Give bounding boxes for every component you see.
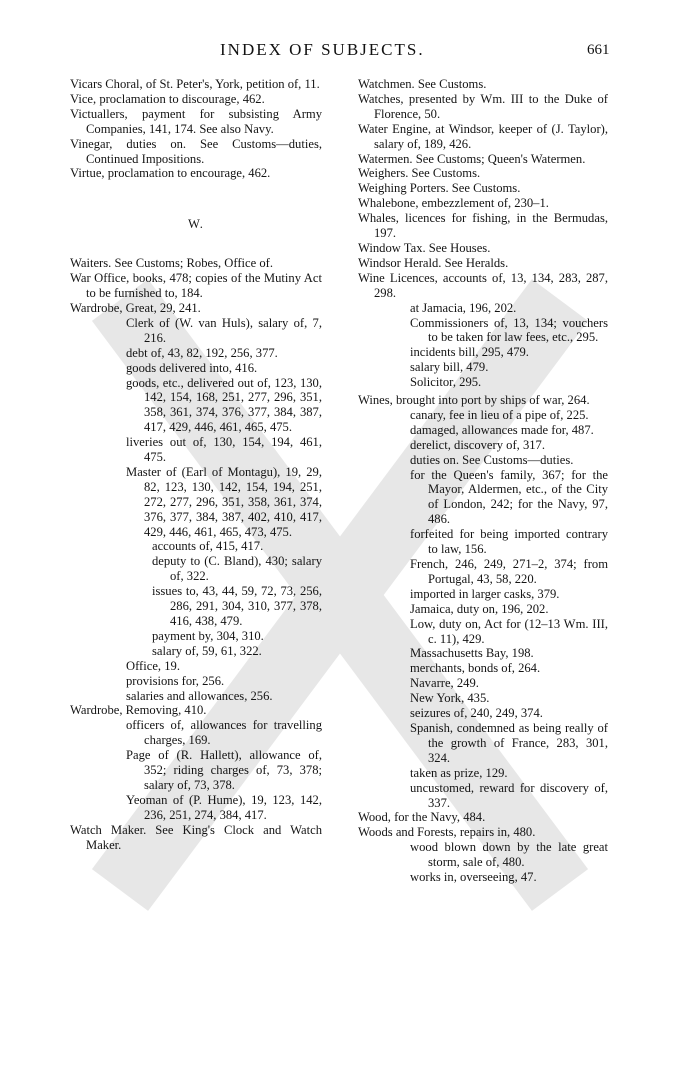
index-entry: Whalebone, embezzlement of, 230–1. <box>358 196 549 211</box>
index-subentry: debt of, 43, 82, 192, 256, 377. <box>126 345 278 360</box>
running-title: INDEX OF SUBJECTS. <box>220 40 425 59</box>
index-entry: Vice, proclamation to discourage, 462. <box>70 91 265 106</box>
index-subentry: wood blown down by the late great storm, sale of, 480. <box>410 840 608 870</box>
index-entry: Watches, presented by Wm. III to the Duke of Florence, 50. <box>358 91 608 121</box>
index-subentry: Jamaica, duty on, 196, 202. <box>410 601 549 616</box>
index-subentry: for the Queen's family, 367; for the Mayor, Aldermen, etc., of the City of London, 242; for the Navy, 97, 486. <box>410 467 608 527</box>
index-entry: Watermen. See Customs; Queen's Watermen. <box>358 151 586 166</box>
index-subentry: goods delivered into, 416. <box>126 360 258 375</box>
index-subentry: Spanish, condemned as being really of the growth of France, 283, 301, 324. <box>410 720 608 765</box>
index-subentry: at Jamacia, 196, 202. <box>410 300 517 315</box>
index-entry: Victuallers, payment for subsisting Army Companies, 141, 174. See also Navy. <box>70 106 322 136</box>
index-entry: Virtue, proclamation to encourage, 462. <box>70 166 271 181</box>
index-subentry: Master of (Earl of Montagu), 19, 29, 82, 123, 130, 142, 154, 194, 251, 272, 277, 296, 351, 358, 361, 374, 376, 377, 384, 387, 402, 410, 417, 429, 446, 461, 465, 473, 475. <box>126 464 322 539</box>
index-subentry: Yeoman of (P. Hume), 19, 123, 142, 236, 251, 274, 384, 417. <box>126 792 322 822</box>
index-subsubentry: salary of, 59, 61, 322. <box>152 643 262 658</box>
index-entry: Weighing Porters. See Customs. <box>358 181 521 196</box>
index-subentry: Clerk of (W. van Huls), salary of, 7, 216. <box>126 315 322 345</box>
index-entry: Wine Licences, accounts of, 13, 134, 283, 287, 298. <box>358 270 608 300</box>
index-entry: Windsor Herald. See Heralds. <box>358 255 509 270</box>
index-subentry: goods, etc., delivered out of, 123, 130, 142, 154, 168, 251, 277, 296, 351, 358, 361, 374, 376, 377, 384, 387, 417, 429, 446, 461, 465, 475. <box>126 375 322 435</box>
index-subentry: officers of, allowances for travelling charges, 169. <box>126 718 322 748</box>
index-subentry: Commissioners of, 13, 134; vouchers to be taken for law fees, etc., 295. <box>410 315 608 345</box>
index-entry: Vinegar, duties on. See Customs—duties, Continued Impositions. <box>70 136 322 166</box>
index-subentry: salaries and allowances, 256. <box>126 688 273 703</box>
index-subentry: incidents bill, 295, 479. <box>410 345 529 360</box>
index-subentry: forfeited for being imported contrary to law, 156. <box>410 527 608 557</box>
right-column <box>358 77 608 885</box>
index-subentry: Low, duty on, Act for (12–13 Wm. III, c. 11), 429. <box>410 616 608 646</box>
index-subentry: uncustomed, reward for discovery of, 337. <box>410 780 608 810</box>
index-subsubentry: deputy to (C. Bland), 430; salary of, 322. <box>152 554 322 584</box>
index-subentry: liveries out of, 130, 154, 194, 461, 475. <box>126 435 322 465</box>
index-entry: Watchmen. See Customs. <box>358 77 487 91</box>
index-subentry: duties on. See Customs—duties. <box>410 452 574 467</box>
section-letter-heading: W. <box>188 217 204 232</box>
index-entry: Wardrobe, Removing, 410. <box>70 703 207 718</box>
index-subentry: seizures of, 240, 249, 374. <box>410 706 543 721</box>
index-subentry: provisions for, 256. <box>126 673 225 688</box>
index-entry: Water Engine, at Windsor, keeper of (J. Taylor), salary of, 189, 426. <box>358 121 608 151</box>
index-subentry: salary bill, 479. <box>410 360 489 375</box>
left-column <box>70 77 322 853</box>
index-entry: Window Tax. See Houses. <box>358 240 491 255</box>
page-number: 661 <box>587 42 610 58</box>
index-subentry: imported in larger casks, 379. <box>410 586 560 601</box>
index-subentry: Massachusetts Bay, 198. <box>410 646 534 661</box>
index-entry: Waiters. See Customs; Robes, Office of. <box>70 256 274 271</box>
index-entry: War Office, books, 478; copies of the Mutiny Act to be furnished to, 184. <box>70 271 322 301</box>
index-subentry: Page of (R. Hallett), allowance of, 352; riding charges of, 73, 378; salary of, 73, 378. <box>126 748 322 792</box>
index-subentry: Solicitor, 295. <box>410 375 482 390</box>
index-entry: Vicars Choral, of St. Peter's, York, petition of, 11. <box>70 77 320 91</box>
index-subentry: canary, fee in lieu of a pipe of, 225. <box>410 407 589 422</box>
index-subentry: New York, 435. <box>410 691 490 706</box>
index-entry: Weighers. See Customs. <box>358 166 481 181</box>
index-entry: Wines, brought into port by ships of war, 264. <box>358 393 590 408</box>
index-entry: Whales, licences for fishing, in the Bermudas, 197. <box>358 211 608 241</box>
index-entry: Wood, for the Navy, 484. <box>358 810 486 825</box>
index-entry: Woods and Forests, repairs in, 480. <box>358 825 536 840</box>
index-subsubentry: payment by, 304, 310. <box>152 628 264 643</box>
index-entry: Watch Maker. See King's Clock and Watch Maker. <box>70 822 322 852</box>
index-subentry: works in, overseeing, 47. <box>410 870 537 885</box>
index-subentry: Office, 19. <box>126 658 180 673</box>
index-subentry: merchants, bonds of, 264. <box>410 661 541 676</box>
index-subentry: Navarre, 249. <box>410 676 479 691</box>
index-subentry: derelict, discovery of, 317. <box>410 437 545 452</box>
index-subentry: French, 246, 249, 271–2, 374; from Portugal, 43, 58, 220. <box>410 557 608 586</box>
index-subsubentry: accounts of, 415, 417. <box>152 539 264 554</box>
index-subsubentry: issues to, 43, 44, 59, 72, 73, 256, 286, 291, 304, 310, 377, 378, 416, 438, 479. <box>152 584 322 628</box>
index-entry: Wardrobe, Great, 29, 241. <box>70 300 201 315</box>
index-subentry: taken as prize, 129. <box>410 765 508 780</box>
index-subentry: damaged, allowances made for, 487. <box>410 422 594 437</box>
